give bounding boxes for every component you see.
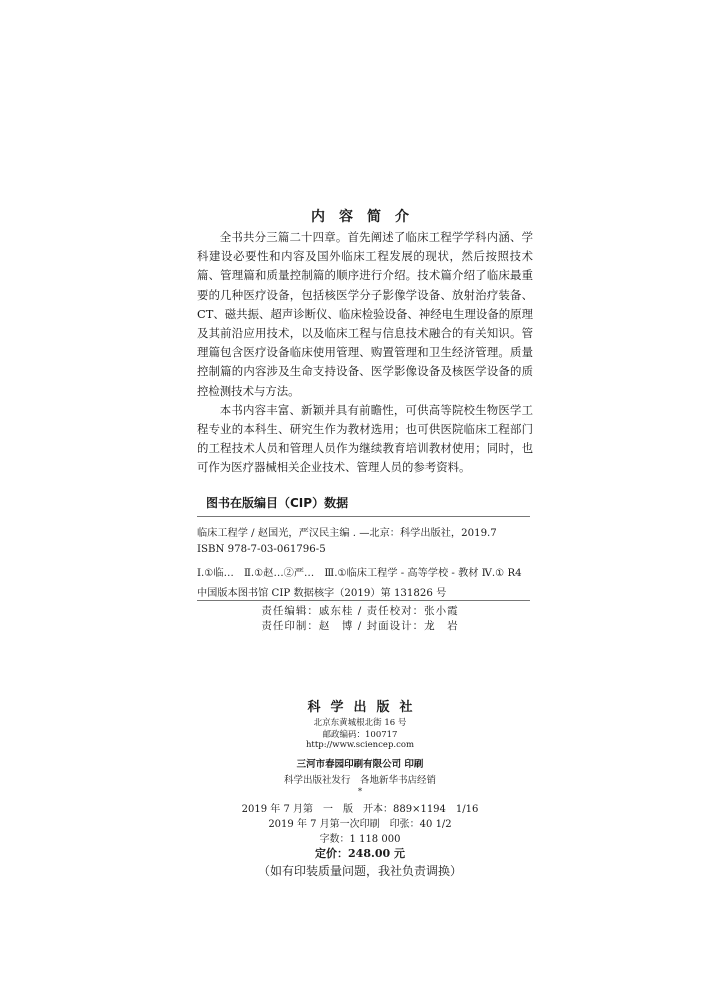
printer-name: 三河市春园印刷有限公司 印刷 [296,759,424,770]
quality-note: （如有印装质量问题，我社负责调换） [257,864,462,878]
credits-production: 责任印制：赵 博 / 封面设计：龙 岩 [261,620,459,632]
cip-classification: Ⅰ.①临… Ⅱ.①赵…②严… Ⅲ.①临床工程学 - 高等学校 - 教材 Ⅳ.① R4 [197,568,522,579]
publisher-address: 北京东黄城根北街 16 号 [313,718,407,728]
word-count: 字数：1 118 000 [319,834,401,845]
cip-top-divider [197,516,530,517]
summary-body [197,228,533,478]
cip-record-number: 中国版本图书馆 CIP 数据核字（2019）第 131826 号 [197,588,447,599]
cip-heading: 图书在版编目（CIP）数据 [206,496,349,510]
price: 定价：248.00 元 [315,847,405,860]
publisher-postcode: 邮政编码：100717 [322,730,398,740]
publisher-name: 科学出版社 [307,700,423,715]
summary-paragraph-2: 本书内容丰富、新颖并具有前瞻性，可供高等院校生物医学工程专业的本科生、研究生作为教材选用；也可供医院临床工程部门的工程技术人员和管理人员作为继续教育培训教材使用；同时，也可作为医疗器械相关企业技术、管理人员的参考资料。 [197,402,533,475]
summary-title: 内容简介 [311,209,423,225]
credits-editors: 责任编辑：戚东桂 / 责任校对：张小霞 [261,605,459,617]
separator-mark: * [357,787,363,797]
cip-isbn: ISBN 978-7-03-061796-5 [197,544,326,555]
summary-paragraph-1: 全书共分三篇二十四章。首先阐述了临床工程学学科内涵、学科建设必要性和内容及国外临床工程发展的现状，然后按照技术篇、管理篇和质量控制篇的顺序进行介绍。技术篇介绍了临床最重要的几种医疗设备，包括核医学分子影像学设备、放射治疗装备、CT、磁共振、超声诊断仪、临床检验设备、神经电生理设备的原理及其前沿应用技术，以及临床工程与信息技术融合的有关知识。管理篇包含医疗设备临床使用管理、购置管理和卫生经济管理。质量控制篇的内容涉及生命支持设备、医学影像设备及核医学设备的质控检测技术与方法。 [197,230,533,398]
edition-info: 2019 年 7 月第 一 版 开本：889×1194 1/16 [241,804,479,815]
printing-info: 2019 年 7 月第一次印刷 印张：40 1/2 [268,819,452,830]
cip-bottom-divider [197,600,530,601]
distribution-info: 科学出版社发行 各地新华书店经销 [283,775,436,786]
publisher-website[interactable]: http://www.sciencep.com [305,740,415,750]
cip-bibliographic-line: 临床工程学 / 赵国光，严汉民主编 . —北京：科学出版社，2019.7 [197,528,497,539]
